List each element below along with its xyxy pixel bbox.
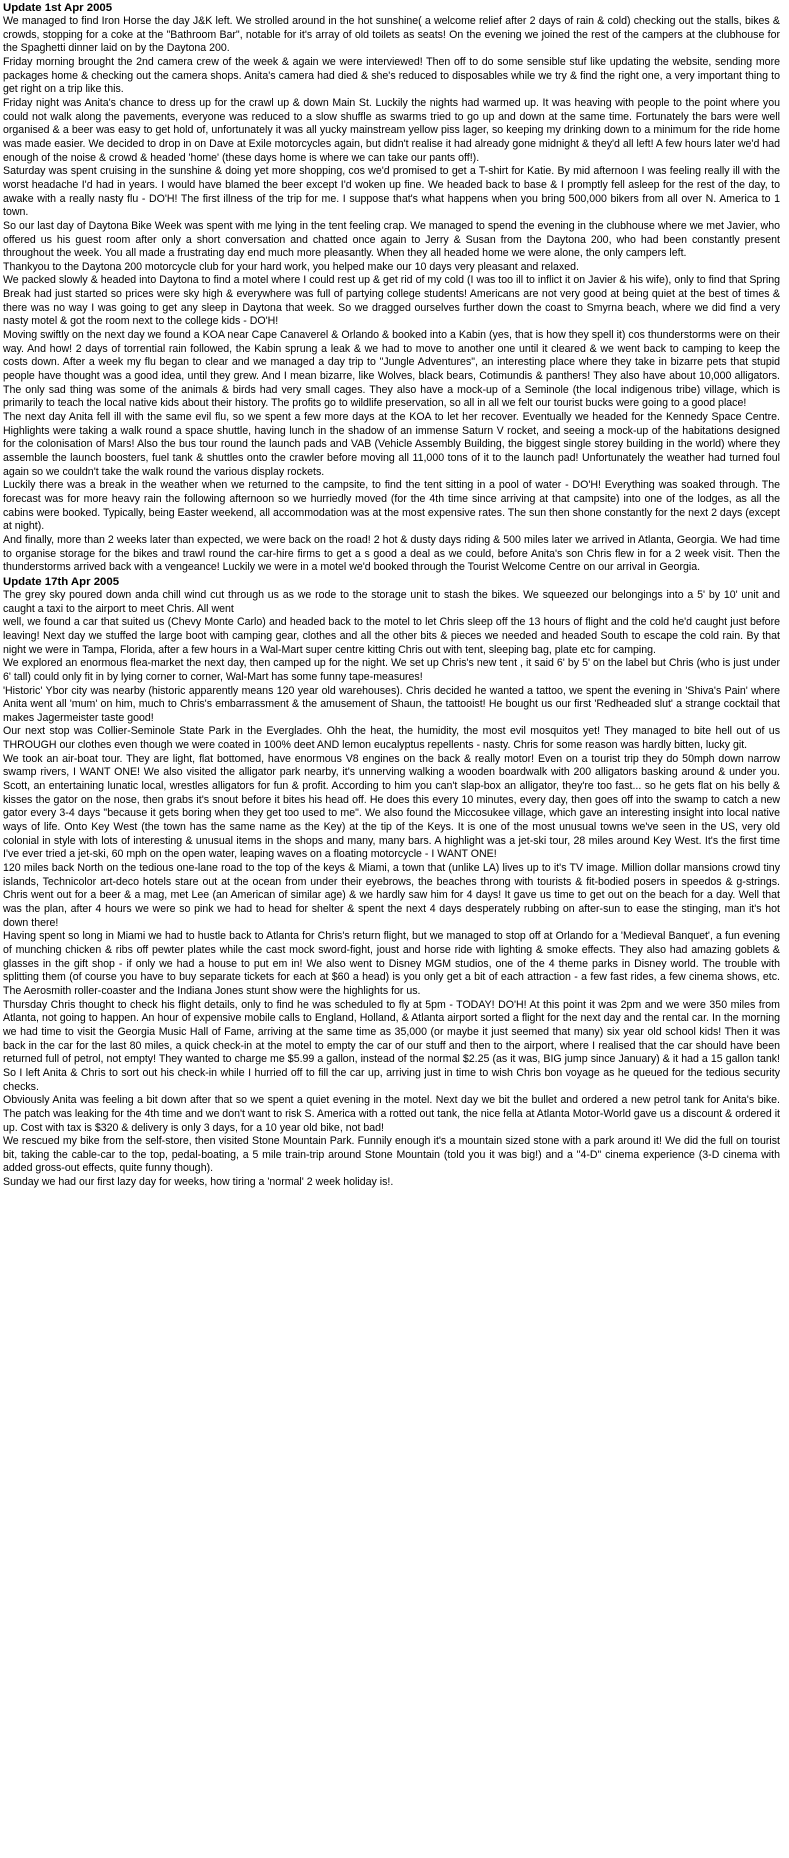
journal-paragraph: 'Historic' Ybor city was nearby (historic apparently means 120 year old warehouses). Chris decided he wanted a tattoo, we spent the evening in 'Shiva's Pain' where Anita went all 'mum' on him, much to Chris's embarrassment & the amusement of Shaun, the tattooist! He bought us our first 'Redheaded slut' a strange cocktail that makes Jagermeister taste good! bbox=[3, 684, 780, 724]
journal-paragraph: Luckily there was a break in the weather when we returned to the campsite, to find the tent sitting in a pool of water - DO'H! Everything was soaked through. The forecast was for more heavy rain the following afternoon so we hurriedly moved (for the 4th time since arriving at that campsite) into one of the lodges, as all the cabins were booked. Typically, being Easter weekend, all accommodation was at the most expensive rates. The sun then shone constantly for the next 2 days (except at night). bbox=[3, 479, 780, 533]
journal-paragraph: Thankyou to the Daytona 200 motorcycle club for your hard work, you helped make our 10 days very pleasant and relaxed. bbox=[3, 260, 579, 273]
update-section-17apr bbox=[3, 575, 780, 1190]
journal-paragraph: Thursday Chris thought to check his flight details, only to find he was scheduled to fly at 5pm - TODAY! DO'H! At this point it was 2pm and we were 350 miles from Atlanta, not going to happen. An hour of expensive mobile calls to England, Holland, & Atlanta airport sorted a flight for the next day and the rental car. In the morning we had time to visit the Georgia Music Hall of Fame, arriving at the same time as 35,000 (or maybe it just seemed that many) six year old school kids! Then it was back in the car for the last 80 miles, a quick check-in at the motel to empty the car of our stuff and then to the airport, where I realised that the car should have been returned full of petrol, not empty! They wanted to charge me $5.99 a gallon, instead of the normal $2.25 (as it was, BIG jump since January) & it had a 15 gallon tank! So I left Anita & Chris to sort out his check-in while I hurried off to fill the car up, arriving just in time to wish Chris bon voyage as he queued for the tedious security checks. bbox=[3, 998, 780, 1093]
journal-paragraph: Having spent so long in Miami we had to hustle back to Atlanta for Chris's return flight, but we managed to stop off at Orlando for a 'Medieval Banquet', a fun evening of munching chicken & ribs off pewter plates while the cast mock sword-fight, joust and horse ride with lighting & smoke effects. They also had amazing goblets & glasses in the gift shop - if only we had a house to put em in! We also went to Disney MGM studios, one of the 4 theme parks in Disney world. The trouble with splitting them (of course you have to buy separate tickets for each at $60 a head) is you only get a bit of each attraction - a few fast rides, a few cinema shows, etc. The Aerosmith roller-coaster and the Indiana Jones stunt show were the highlights for us. bbox=[3, 930, 780, 997]
journal-paragraph: The grey sky poured down anda chill wind cut through us as we rode to the storage unit to stash the bikes. We squeezed our belongings into a 5' by 10' unit and caught a taxi to the airport to meet Chris. All went bbox=[3, 588, 780, 615]
journal-paragraph: well, we found a car that suited us (Chevy Monte Carlo) and headed back to the motel to let Chris sleep off the 13 hours of flight and the cold he'd caught just before leaving! Next day we stuffed the large boot with camping gear, clothes and all the other bits & pieces we needed and headed South to escape the cold rain. By that night we were in Tampa, Florida, after a few hours in a Wal-Mart super centre kitting Chris out with tent, sleeping bag, plate etc for camping. bbox=[3, 616, 780, 656]
journal-paragraph: Friday morning brought the 2nd camera crew of the week & again we were interviewed! Then off to do some sensible stuf like updating the website, sending more packages home & checking out the camera shops. Anita's camera had died & she's reduced to disposables while we try & find the right one, a very important thing to get right on a trip like this. bbox=[3, 55, 780, 96]
journal-paragraph: We managed to find Iron Horse the day J&K left. We strolled around in the hot sunshine( a welcome relief after 2 days of rain & cold) checking out the stalls, bikes & crowds, stopping for a coke at the "Bathroom Bar", notable for it's array of old toilets as seats! On the evening we joined the rest of the campers at the clubhouse for the Spaghetti dinner laid on by the Daytona 200. bbox=[3, 15, 780, 55]
journal-paragraph: Moving swiftly on the next day we found a KOA near Cape Canaverel & Orlando & booked into a Kabin (yes, that is how they spell it) cos thunderstorms were on their way. And how! 2 days of torrential rain followed, the Kabin sprung a leak & we had to move to another one until it cleared & we went back to camping to keep the costs down. After a week my flu began to clear and we managed a day trip to "Jungle Adventures", an interesting place where they take in bizarre pets that stupid people have thought was a good idea, until they grew. And I mean bizarre, like Wolves, black bears, Cotimundis & panthers! They also have about 10,000 alligators. The only sad thing was some of the animals & birds had very small cages. They also have a mock-up of a Seminole (the local indigenous tribe) village, which is primarily to teach the local native kids about their history. The profits go to wildlife preservation, so all in all we felt our tourist bucks were going to a good place! bbox=[3, 329, 780, 410]
journal-paragraph: Our next stop was Collier-Seminole State Park in the Everglades. Ohh the heat, the humidity, the most evil mosquitos yet! They managed to bite hell out of us THROUGH our clothes even though we were coated in 100% deet AND lemon eucalyptus repellents - nasty. Chris for some reason was hardly bitten, lucky git. bbox=[3, 725, 780, 752]
journal-paragraph: The next day Anita fell ill with the same evil flu, so we spent a few more days at the KOA to let her recover. Eventually we headed for the Kennedy Space Centre. Highlights were taking a walk round a space shuttle, having lunch in the shadow of an immense Saturn V rocket, and seeing a mock-up of the habitations designed for the colonisation of Mars! Also the bus tour round the launch pads and VAB (Vehicle Assembly Building, the biggest single storey building in the world) where they assemble the launch boosters, fuel tank & shuttles onto the crawler before moving all 11,000 tons of it to the launch pad! Unfortunately the weather had turned foul again so we couldn't take the walk round the various display rockets. bbox=[3, 411, 780, 478]
journal-paragraph: We packed slowly & headed into Daytona to find a motel where I could rest up & get rid of my cold (I was too ill to inflict it on Javier & his wife), only to find that Spring Break had just started so prices were sky high & everywhere was full of partying college students! Americans are not very good at being quiet at the best of times & there was no way I was going to get any sleep in Daytona that week. So we dragged ourselves further down the coast to Smyrna beach, where we did find a very nasty motel & got the room next to the college kids - DO'H! bbox=[3, 274, 780, 328]
journal-paragraph: Obviously Anita was feeling a bit down after that so we spent a quiet evening in the motel. Next day we bit the bullet and ordered a new petrol tank for Anita's bike. The patch was leaking for the 4th time and we don't want to risk S. America with a rotted out tank, the nice fella at Atlanta Motor-World gave us a discount & ordered it up. Cost with tax is $320 & delivery is only 3 days, for a 10 year old bike, not bad! bbox=[3, 1094, 780, 1134]
update-heading: Update 1st Apr 2005 bbox=[3, 2, 113, 14]
journal-paragraph: We explored an enormous flea-market the next day, then camped up for the night. We set up Chris's new tent , it said 6' by 5' on the label but Chris (who is just under 6' tall) could only fit in by lying corner to corner, Wal-Mart has some funny tape-measures! bbox=[3, 657, 780, 683]
journal-paragraph: 120 miles back North on the tedious one-lane road to the top of the keys & Miami, a town that (unlike LA) lives up to it's TV image. Million dollar mansions crowd tiny islands, Technicolor art-deco hotels stare out at the ocean from under their eyebrows, the beaches throng with tourists & fit-bodied posers in speedos & g-strings. Chris went out for a beer & a mag, met Lee (an American of similar age) & we hardly saw him for 4 days! It gave us time to get out on the beach for a day. Well that was the plan, after 4 hours we were so pink we had to head for shelter & spent the next 4 days desperately rubbing on after-sun to ease the stinging, man it's hot down there! bbox=[3, 862, 780, 929]
journal-paragraph: Sunday we had our first lazy day for weeks, how tiring a 'normal' 2 week holiday is!. bbox=[3, 1176, 394, 1189]
journal-paragraph: We rescued my bike from the self-store, then visited Stone Mountain Park. Funnily enough it's a mountain sized stone with a park around it! We did the full on tourist bit, taking the cable-car to the top, pedal-boating, a 5 mile train-trip around Stone Mountain (told you it was big!) and a "4-D" cinema experience (3-D cinema with added gross-out effects, quite funny though). bbox=[3, 1135, 780, 1175]
journal-paragraph: And finally, more than 2 weeks later than expected, we were back on the road! 2 hot & dusty days riding & 500 miles later we arrived in Atlanta, Georgia. We had time to organise storage for the bikes and trawl round the car-hire firms to get a s good a deal as we could, before Anita's son Chris flew in for a 2 week visit. Then the thunderstorms arrived back with a vengeance! Luckily we were in a motel we'd booked through the Tourist Welcome Centre on our arrival in Georgia. bbox=[3, 533, 780, 574]
journal-paragraph: We took an air-boat tour. They are light, flat bottomed, have enormous V8 engines on the back & really motor! Even on a tourist trip they do 50mph down narrow swamp rivers, I WANT ONE! We also visited the alligator park nearby, it's unnerving walking a wooden boardwalk with 200 alligators basking around & under you. Scott, an entertaining lunatic local, wrestles alligators for fun & profit. According to him you can't slap-box an alligator, they're too fast... so he gets flat on his belly & kisses the gator on the nose, then grabs it's snout before it bites his head off. He does this every 10 minutes, every day, then goes off into the swamp to catch a new gator every 3-4 days "because it gets boring when they get too used to me". We also found the Miccosukee village, which gave an interesting insight into local native ways of life. Onto Key West (the town has the same name as the Key) at the tip of the Keys. It is one of the most unusual towns we've seen in the US, very old colonial in style with lots of interesting & unusual items in the shops and many, many bars. A highlight was a jet-ski tour, 28 miles around Key West. It's the first time I've ever tried a jet-ski, 60 mph on the open water, leaping waves on a floating motorcycle - I WANT ONE! bbox=[3, 752, 780, 861]
journal-paragraph: Friday night was Anita's chance to dress up for the crawl up & down Main St. Luckily the nights had warmed up. It was heaving with people to the point where you could not walk along the pavements, everyone was reduced to a slow shuffle as swarms tried to go up and down at the same time. Fortunately the bars were well organised & a beer was easy to get hold of, unfortunately it was all yucky mainstream yellow piss lager, so keeping my drinking down to a minimum for the ride home was made easier. We decided to drop in on Dave at Exile motorcycles again, but didn't realise it had already gone midnight & they'd all left! A few hours later we'd had enough of the noise & crowd & headed 'home' (these days home is where we can take our pants off!). bbox=[3, 96, 780, 164]
journal-paragraph: So our last day of Daytona Bike Week was spent with me lying in the tent feeling crap. We managed to spend the evening in the clubhouse where we met Javier, who offered us his guest room after only a short conversation and chatted once again to Jerry & Susan from the Daytona 200, who had been constantly present throughout the week. You all made a frustrating day end much more pleasantly. When they all headed home we were alone, the only campers left. bbox=[3, 219, 780, 260]
update-section-1apr bbox=[3, 1, 780, 575]
update-heading: Update 17th Apr 2005 bbox=[3, 575, 120, 588]
journal-paragraph: Saturday was spent cruising in the sunshine & doing yet more shopping, cos we'd promised to get a T-shirt for Katie. By mid afternoon I was feeling really ill with the worst headache I'd had in years. I would have blamed the beer except I'd woken up fine. We headed back to base & I promptly fell asleep for the rest of the day, to awake with a really nasty flu - DO'H! The first illness of the trip for me. I suppose that's what happens when you bring 500,000 bikers from all over N. America to 1 town. bbox=[3, 165, 780, 219]
